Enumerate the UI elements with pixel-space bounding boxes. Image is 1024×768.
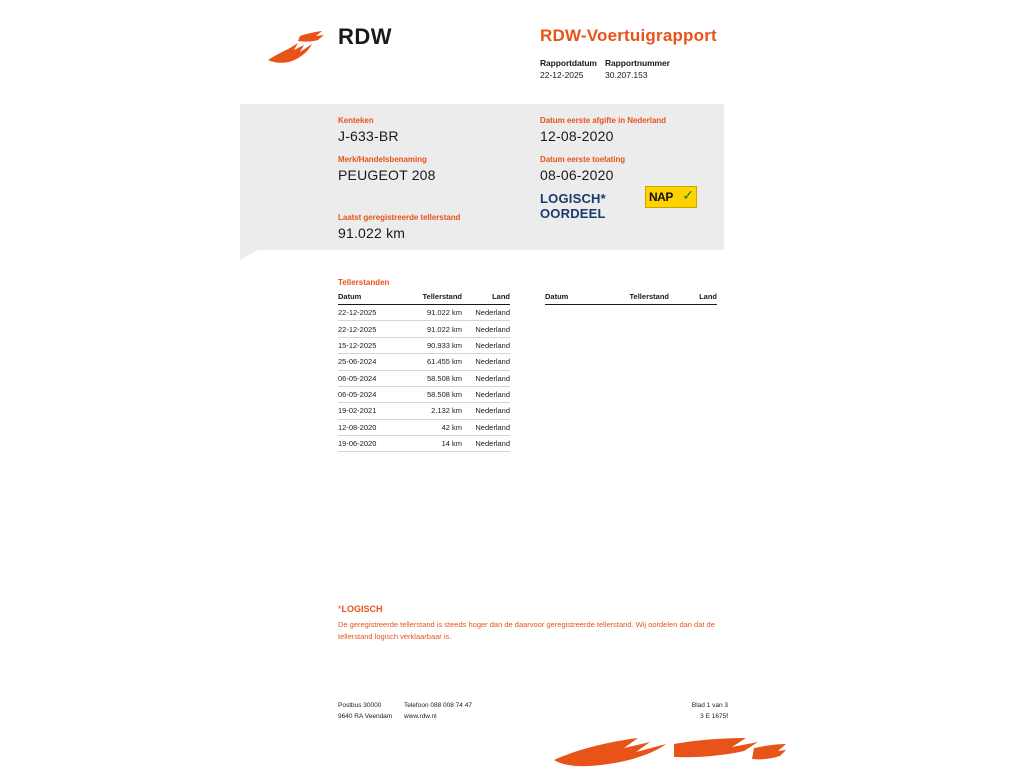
footer-website[interactable]: www.rdw.nl	[404, 713, 437, 720]
footnote-star: *	[338, 604, 342, 614]
odometer-section-title: Tellerstanden	[338, 278, 390, 287]
brand-title: RDW	[338, 24, 393, 49]
report-date-label: Rapportdatum	[540, 58, 597, 68]
license-plate-field	[338, 116, 528, 144]
cell-country: Nederland	[462, 403, 510, 419]
cell-mileage: 14 km	[400, 436, 462, 452]
table-row	[338, 436, 510, 452]
last-mileage-field	[338, 213, 460, 241]
table-row	[338, 305, 510, 321]
column-header-date: Datum	[545, 292, 607, 305]
cell-date: 12-08-2020	[338, 419, 400, 435]
table-header-row	[338, 292, 510, 305]
first-admission-label: Datum eerste toelating	[540, 155, 626, 164]
check-icon: ✓	[682, 187, 694, 203]
cell-country: Nederland	[462, 436, 510, 452]
last-mileage-value: 91.022 km	[338, 225, 406, 241]
footer-postbus: Postbus 30000	[338, 702, 382, 709]
cell-date: 25-06-2024	[338, 354, 400, 370]
cell-country: Nederland	[462, 386, 510, 402]
rdw-logo-icon	[264, 26, 332, 66]
panel-notch-decoration	[240, 250, 258, 260]
cell-country: Nederland	[462, 354, 510, 370]
report-meta	[540, 58, 670, 80]
report-number-value: 30.207.153	[605, 70, 648, 80]
report-title: RDW-Voertuigrapport	[540, 26, 717, 45]
first-admission-value: 08-06-2020	[540, 167, 614, 183]
nap-badge-label: NAP	[649, 190, 673, 204]
table-row	[338, 337, 510, 353]
cell-mileage: 90.933 km	[400, 337, 462, 353]
last-mileage-label: Laatst geregistreerde tellerstand	[338, 213, 461, 222]
cell-mileage: 91.022 km	[400, 321, 462, 337]
vehicle-identity-block	[338, 116, 528, 194]
footer-city: 9640 RA Veendam	[338, 713, 393, 720]
report-number-block	[605, 58, 670, 80]
column-header-mileage: Tellerstand	[400, 292, 462, 305]
cell-mileage: 2.132 km	[400, 403, 462, 419]
cell-date: 22-12-2025	[338, 321, 400, 337]
cell-mileage: 91.022 km	[400, 305, 462, 321]
make-model-label: Merk/Handelsbenaming	[338, 155, 427, 164]
cell-country: Nederland	[462, 370, 510, 386]
column-header-date: Datum	[338, 292, 400, 305]
footnote-title-text: LOGISCH	[341, 604, 383, 614]
document-footer-right	[660, 702, 728, 724]
footnote-text: De geregistreerde tellerstand is steeds hoger dan de daarvoor geregistreerde tellerstand. Wij oordelen dan dat de tellerstand logisch verklaarbaar is.	[338, 620, 715, 641]
odometer-table-left	[338, 292, 510, 452]
odometer-section	[338, 278, 728, 292]
cell-mileage: 61.455 km	[400, 354, 462, 370]
odometer-rows-left	[338, 305, 510, 452]
odometer-table-right	[545, 292, 717, 305]
first-issue-value: 12-08-2020	[540, 128, 614, 144]
cell-date: 19-06-2020	[338, 436, 400, 452]
make-model-field	[338, 155, 528, 183]
footnote-title	[338, 604, 738, 614]
cell-mileage: 42 km	[400, 419, 462, 435]
verdict-line-2: OORDEEL	[540, 205, 606, 221]
report-date-value: 22-12-2025	[540, 70, 584, 80]
footnote-block	[338, 604, 738, 642]
first-admission-field	[540, 155, 720, 183]
make-model-value: PEUGEOT 208	[338, 167, 436, 183]
cell-country: Nederland	[462, 419, 510, 435]
cell-date: 06-05-2024	[338, 386, 400, 402]
page-number: Blad 1 van 3	[691, 702, 728, 709]
cell-country: Nederland	[462, 321, 510, 337]
table-row	[338, 386, 510, 402]
document-header	[0, 0, 1024, 100]
column-header-country: Land	[462, 292, 510, 305]
license-plate-value: J-633-BR	[338, 128, 399, 144]
table-row	[338, 370, 510, 386]
cell-date: 19-02-2021	[338, 403, 400, 419]
table-row	[338, 321, 510, 337]
verdict-text	[540, 192, 606, 222]
first-issue-field	[540, 116, 720, 144]
cell-mileage: 58.508 km	[400, 370, 462, 386]
table-header-row	[545, 292, 717, 305]
nap-badge	[645, 186, 697, 208]
bottom-rdw-logo-icon	[546, 738, 786, 768]
license-plate-label: Kenteken	[338, 116, 374, 125]
verdict-line-1: LOGISCH*	[540, 191, 606, 206]
column-header-mileage: Tellerstand	[607, 292, 669, 305]
cell-date: 06-05-2024	[338, 370, 400, 386]
form-code: 3 E 1675f	[700, 713, 728, 720]
table-row	[338, 419, 510, 435]
report-number-label: Rapportnummer	[605, 58, 670, 68]
table-row	[338, 403, 510, 419]
cell-country: Nederland	[462, 305, 510, 321]
cell-date: 22-12-2025	[338, 305, 400, 321]
registration-dates-block	[540, 116, 720, 194]
column-header-country: Land	[669, 292, 717, 305]
footer-phone: Telefoon 088 008 74 47	[404, 702, 472, 709]
cell-country: Nederland	[462, 337, 510, 353]
cell-mileage: 58.508 km	[400, 386, 462, 402]
report-date-block	[540, 58, 605, 80]
table-row	[338, 354, 510, 370]
cell-date: 15-12-2025	[338, 337, 400, 353]
first-issue-label: Datum eerste afgifte in Nederland	[540, 116, 666, 125]
